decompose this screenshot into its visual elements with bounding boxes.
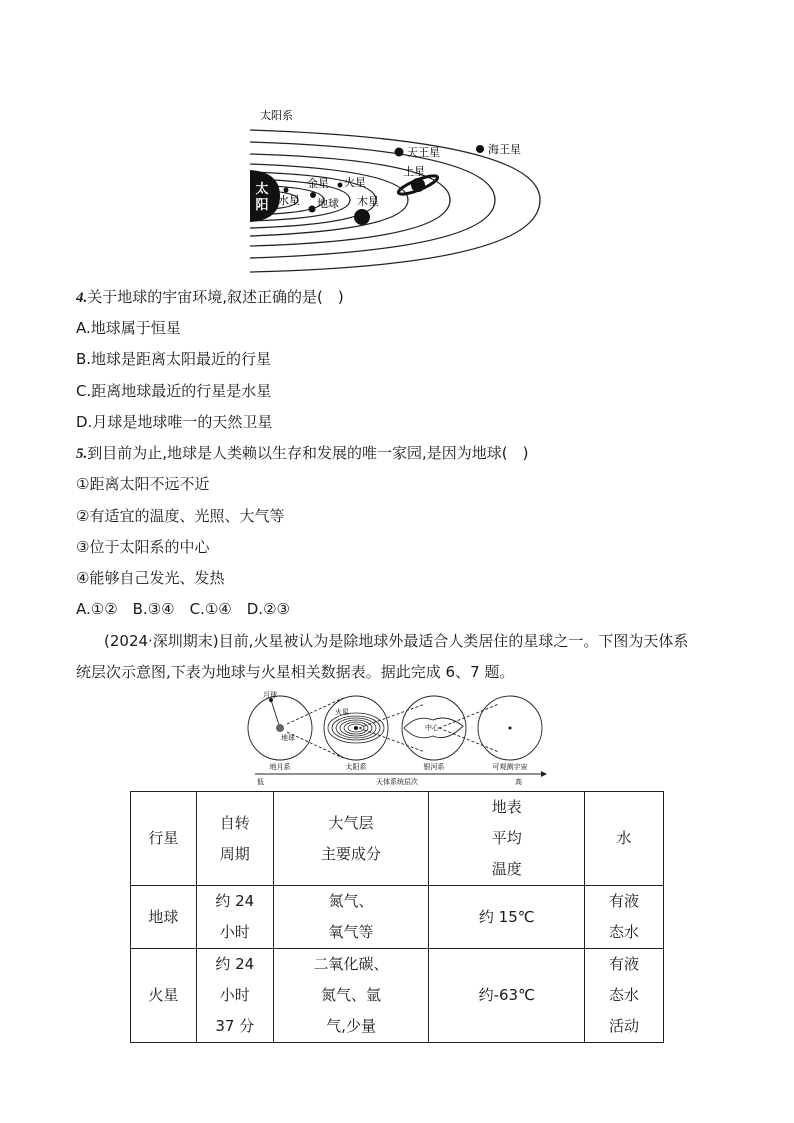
neptune-label: 海王星 — [488, 143, 521, 156]
hierarchy-figure — [247, 688, 553, 786]
q4-option-b[interactable]: B.地球是距离太阳最近的行星 — [76, 350, 272, 368]
q5-item-2: ②有适宜的温度、光照、大气等 — [76, 507, 285, 525]
jupiter-dot — [354, 209, 370, 225]
intro-line-1: (2024·深圳期末)目前,火星被认为是除地球外最适合人类居住的星球之一。下图为天体系 — [104, 632, 689, 650]
hierarchy-moon-label: 月球 — [263, 691, 277, 699]
header-temperature: 地表 平均 温度 — [429, 792, 585, 886]
saturn-label: 土星 — [403, 165, 425, 178]
level-label-earth-moon: 地月系 — [269, 763, 291, 771]
uranus-dot — [395, 148, 404, 157]
venus-dot — [310, 192, 316, 198]
sun-label-2: 阳 — [255, 198, 269, 213]
axis-high-label: 高 — [515, 778, 522, 786]
earth-label: 地球 — [317, 197, 339, 210]
q5-stem: 5.到目前为止,地球是人类赖以生存和发展的唯一家园,是因为地球( ) — [76, 444, 529, 462]
hierarchy-center-label: 中心 — [425, 724, 439, 732]
solar-system-title: 太阳系 — [260, 109, 293, 122]
table-row: 火星 约 24 小时 37 分 二氧化碳、 氮气、氩 气,少量 约-63℃ 有液 态水 活动 — [131, 949, 664, 1043]
hierarchy-earth-label: 地球 — [281, 734, 295, 742]
q5-options[interactable]: A.①② B.③④ C.①④ D.②③ — [76, 600, 290, 618]
q4-option-d[interactable]: D.月球是地球唯一的天然卫星 — [76, 413, 273, 431]
mercury-label: 水星 — [278, 194, 300, 207]
axis-title: 天体系统层次 — [376, 778, 418, 786]
level-label-solar: 太阳系 — [345, 763, 367, 771]
saturn-dot — [411, 178, 425, 192]
level-label-universe: 可观测宇宙 — [492, 763, 528, 771]
solar-system-figure — [240, 100, 550, 280]
sun-label-1: 太 — [255, 182, 269, 197]
mars-dot — [338, 183, 343, 188]
jupiter-label: 木星 — [357, 195, 379, 208]
q5-item-1: ①距离太阳不远不近 — [76, 475, 210, 493]
uranus-label: 天王星 — [407, 146, 440, 159]
neptune-dot — [476, 145, 484, 153]
mercury-dot — [284, 188, 289, 193]
q4-stem: 4.关于地球的宇宙环境,叙述正确的是( ) — [76, 288, 344, 306]
mars-label: 火星 — [344, 176, 366, 189]
header-planet: 行星 — [131, 792, 197, 886]
axis-low-label: 低 — [257, 778, 264, 786]
header-atmosphere: 大气层 主要成分 — [273, 792, 429, 886]
q4-option-c[interactable]: C.距离地球最近的行星是水星 — [76, 382, 272, 400]
intro-line-2: 统层次示意图,下表为地球与火星相关数据表。据此完成 6、7 题。 — [76, 663, 515, 681]
header-water: 水 — [585, 792, 664, 886]
level-label-galaxy: 银河系 — [423, 763, 445, 771]
table-header-row — [131, 792, 664, 886]
q4-option-a[interactable]: A.地球属于恒星 — [76, 319, 181, 337]
planet-data-table — [130, 791, 664, 1043]
moon-orbit-line — [271, 700, 280, 728]
venus-label: 金星 — [307, 177, 329, 190]
hierarchy-mars-label: 火星 — [335, 708, 349, 716]
q5-item-4: ④能够自己发光、发热 — [76, 569, 225, 587]
header-rotation: 自转 周期 — [196, 792, 273, 886]
table-row: 地球 约 24 小时 氮气、 氧气等 约 15℃ 有液 态水 — [131, 886, 664, 949]
q5-item-3: ③位于太阳系的中心 — [76, 538, 210, 556]
earth-dot — [309, 206, 316, 213]
